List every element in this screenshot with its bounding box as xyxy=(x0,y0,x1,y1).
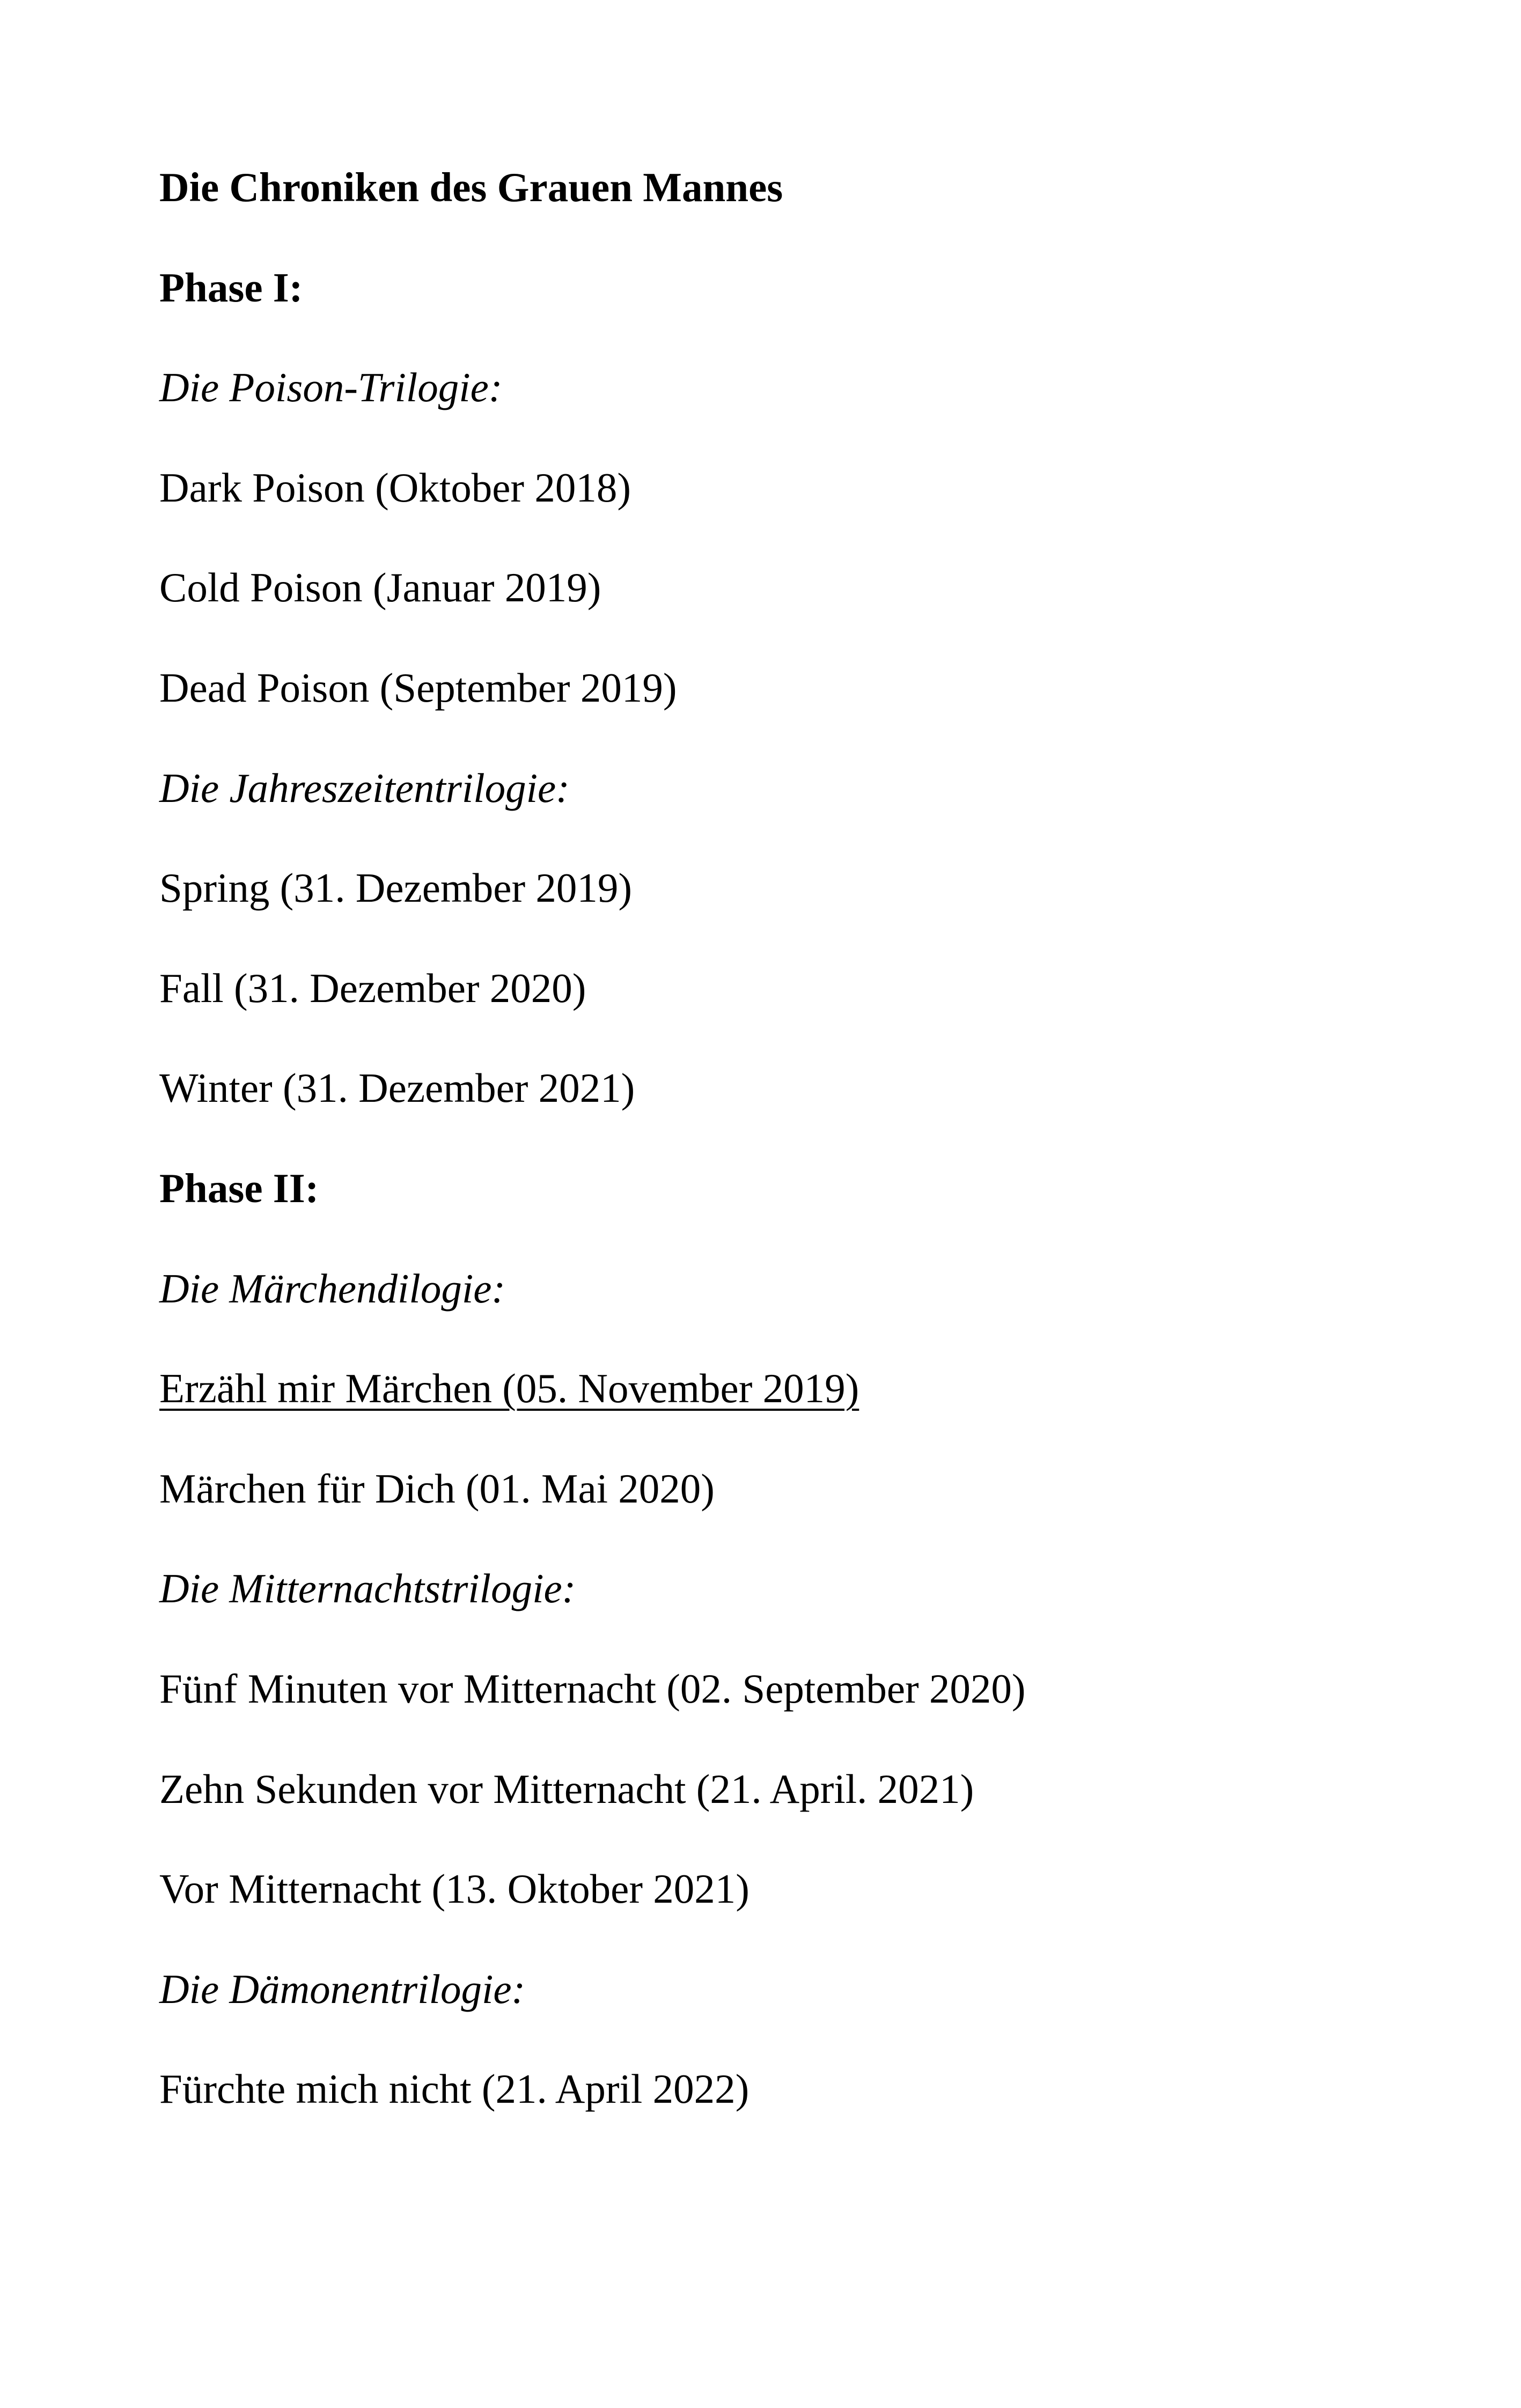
book-entry: Fünf Minuten vor Mitternacht (02. September 2020) xyxy=(159,1665,1026,1712)
document-title: Die Chroniken des Grauen Mannes xyxy=(159,164,783,210)
book-entry: Fürchte mich nicht (21. April 2022) xyxy=(159,2066,750,2112)
series-heading: Die Dämonentrilogie: xyxy=(159,1965,526,2012)
book-entry-link[interactable] xyxy=(159,1359,1393,1460)
book-entry: Märchen für Dich (01. Mai 2020) xyxy=(159,1465,715,1512)
book-entry: Dead Poison (September 2019) xyxy=(159,664,677,711)
document-body xyxy=(159,158,1393,2160)
book-entry-link-text[interactable]: Erzähl mir Märchen (05. November 2019) xyxy=(159,1365,859,1412)
book-entry: Dark Poison (Oktober 2018) xyxy=(159,464,631,511)
series-heading: Die Märchendilogie: xyxy=(159,1265,506,1312)
book-entry: Cold Poison (Januar 2019) xyxy=(159,564,601,611)
series-heading: Die Mitternachtstrilogie: xyxy=(159,1565,576,1612)
series-heading: Die Jahreszeitentrilogie: xyxy=(159,764,570,811)
phase-heading: Phase II: xyxy=(159,1165,319,1211)
book-entry: Vor Mitternacht (13. Oktober 2021) xyxy=(159,1866,750,1912)
book-entry: Winter (31. Dezember 2021) xyxy=(159,1065,635,1111)
book-entry: Spring (31. Dezember 2019) xyxy=(159,865,632,911)
phase-heading: Phase I: xyxy=(159,264,303,311)
book-entry: Zehn Sekunden vor Mitternacht (21. April. 2021) xyxy=(159,1765,974,1812)
book-entry: Fall (31. Dezember 2020) xyxy=(159,964,586,1011)
series-heading: Die Poison-Trilogie: xyxy=(159,364,503,411)
